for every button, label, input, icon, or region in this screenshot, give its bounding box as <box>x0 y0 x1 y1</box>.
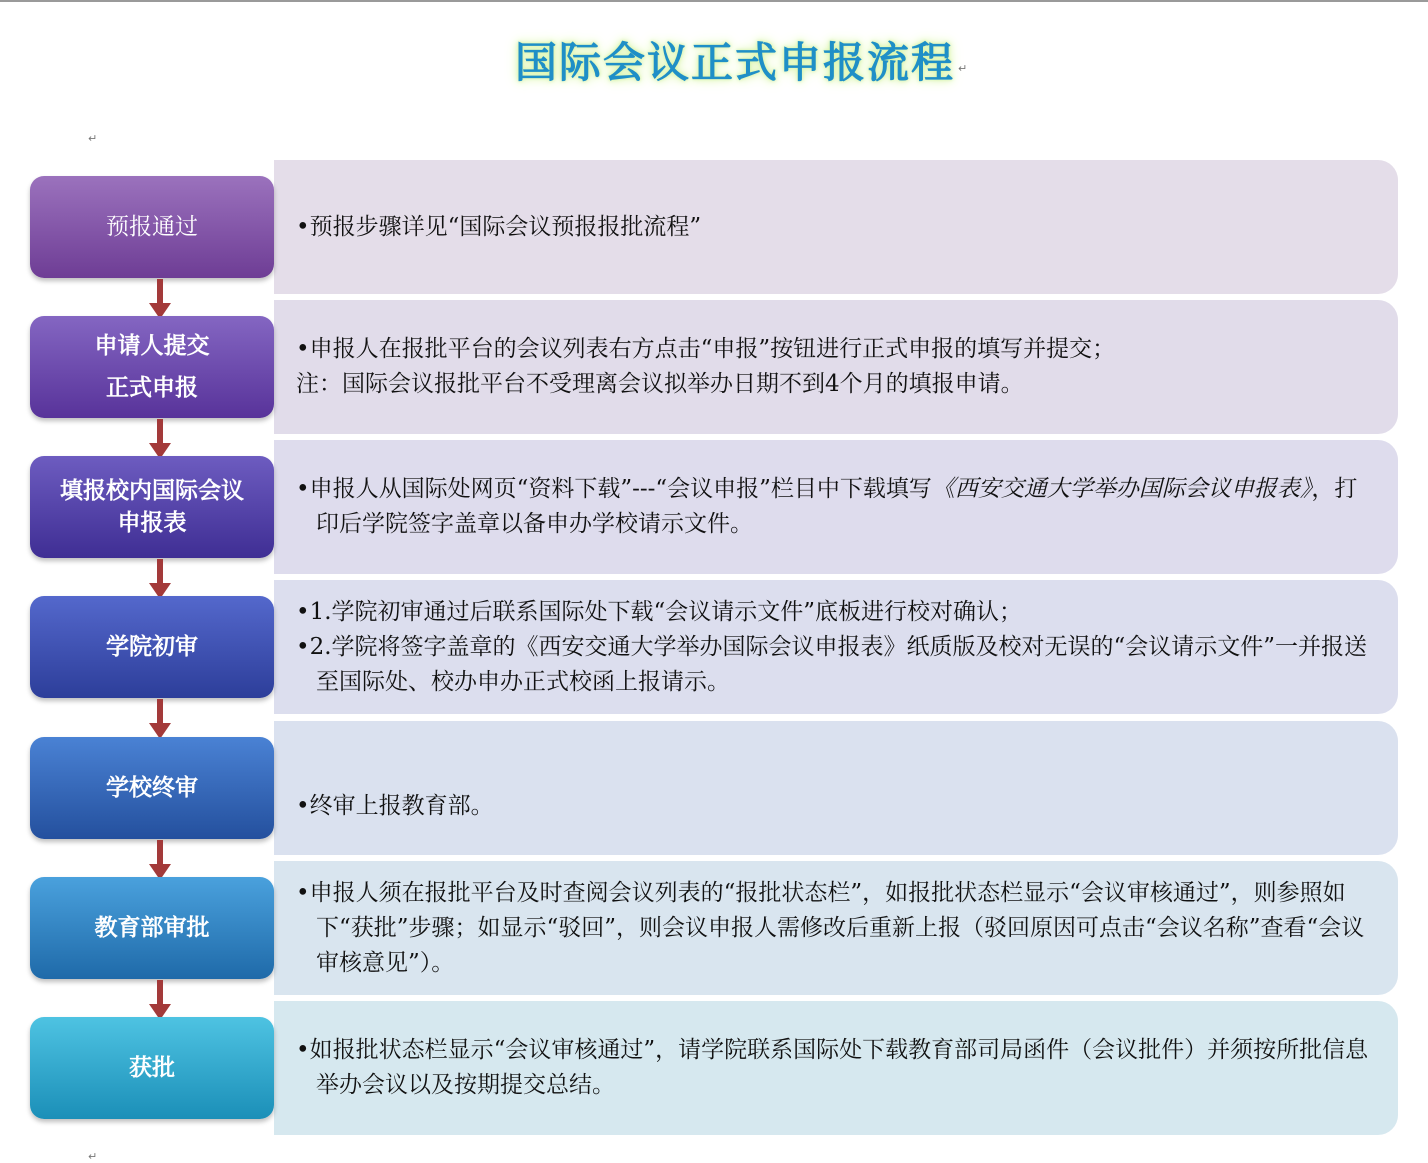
document-title-italic: 《西安交通大学举办国际会议申报表》 <box>931 476 1312 502</box>
step-fill-form <box>30 456 274 558</box>
step-college-review <box>30 596 274 698</box>
paragraph-mark-icon: ↵ <box>958 62 968 75</box>
step-description-panel <box>274 580 1398 714</box>
step-description-text <box>296 876 1380 981</box>
flow-row <box>0 721 1428 855</box>
step-label: 学校终审 <box>106 774 198 801</box>
text-run: •2.学院将签字盖章的《西安交通大学举办国际会议申报表》纸质版及校对无误的“会议请示文件”一并报送至国际处、校办申办正式校函上报请示。 <box>296 633 1368 695</box>
step-label: 正式申报 <box>106 374 198 401</box>
text-run: •申报人须在报批平台及时查阅会议列表的“报批状态栏”，如报批状态栏显示“会议审核通过”，则参照如下“获批”步骤；如显示“驳回”，则会议申报人需修改后重新上报（驳回原因可点击“会议名称”查看“会议审核意见”）。 <box>296 879 1365 976</box>
step-description-text <box>296 210 1380 245</box>
step-approved <box>30 1017 274 1119</box>
step-label: 预报通过 <box>106 214 198 240</box>
step-university-review <box>30 737 274 839</box>
step-label: 教育部审批 <box>94 914 210 941</box>
step-label: 获批 <box>129 1054 175 1081</box>
step-description-panel <box>274 861 1398 995</box>
step-description-text <box>296 367 1380 402</box>
step-description-text <box>296 595 1380 630</box>
text-run: •申报人从国际处网页“资料下载”---“会议申报”栏目中下载填写 <box>296 476 932 502</box>
flow-row <box>0 580 1428 714</box>
step-description-text <box>296 472 1380 542</box>
flow-row <box>0 300 1428 434</box>
step-ministry-approval <box>30 877 274 979</box>
step-description-text <box>296 332 1380 367</box>
step-preliminary-approved <box>30 176 274 278</box>
step-label: 学院初审 <box>106 633 198 660</box>
step-description-panel <box>274 300 1398 434</box>
text-run: •1.学院初审通过后联系国际处下载“会议请示文件”底板进行校对确认； <box>296 598 1023 625</box>
step-description-panel <box>274 440 1398 574</box>
step-label: 申请人提交 <box>94 332 210 359</box>
flow-row <box>0 160 1428 294</box>
text-run: ，打印后学院签字盖章以备申办学校请示文件。 <box>316 476 1358 537</box>
top-rule <box>0 0 1428 2</box>
paragraph-mark-icon: ↵ <box>88 1150 98 1163</box>
flow-row <box>0 440 1428 574</box>
step-description-panel <box>274 160 1398 294</box>
text-run: •申报人在报批平台的会议列表右方点击“申报”按钮进行正式申报的填写并提交； <box>296 336 1116 362</box>
step-description-text <box>296 630 1380 700</box>
text-run: •终审上报教育部。 <box>296 792 494 819</box>
page-title: 国际会议正式申报流程 <box>514 38 955 87</box>
step-label: 申报表 <box>117 509 187 536</box>
step-description-panel <box>274 721 1398 855</box>
step-description-panel <box>274 1001 1398 1135</box>
step-description-text <box>296 1033 1380 1103</box>
text-run: •预报步骤详见“国际会议预报报批流程” <box>296 213 702 240</box>
text-run: •如报批状态栏显示“会议审核通过”，请学院联系国际处下载教育部司局函件（会议批件）并须按所批信息举办会议以及按期提交总结。 <box>296 1037 1369 1098</box>
step-description-text <box>296 789 1380 824</box>
paragraph-mark-icon: ↵ <box>88 132 98 145</box>
flow-row <box>0 861 1428 995</box>
step-applicant-submit <box>30 316 274 418</box>
text-run: 注：国际会议报批平台不受理离会议拟举办日期不到4个月的填报申请。 <box>296 371 1024 397</box>
step-label: 填报校内国际会议 <box>60 477 244 504</box>
flow-row <box>0 1001 1428 1135</box>
